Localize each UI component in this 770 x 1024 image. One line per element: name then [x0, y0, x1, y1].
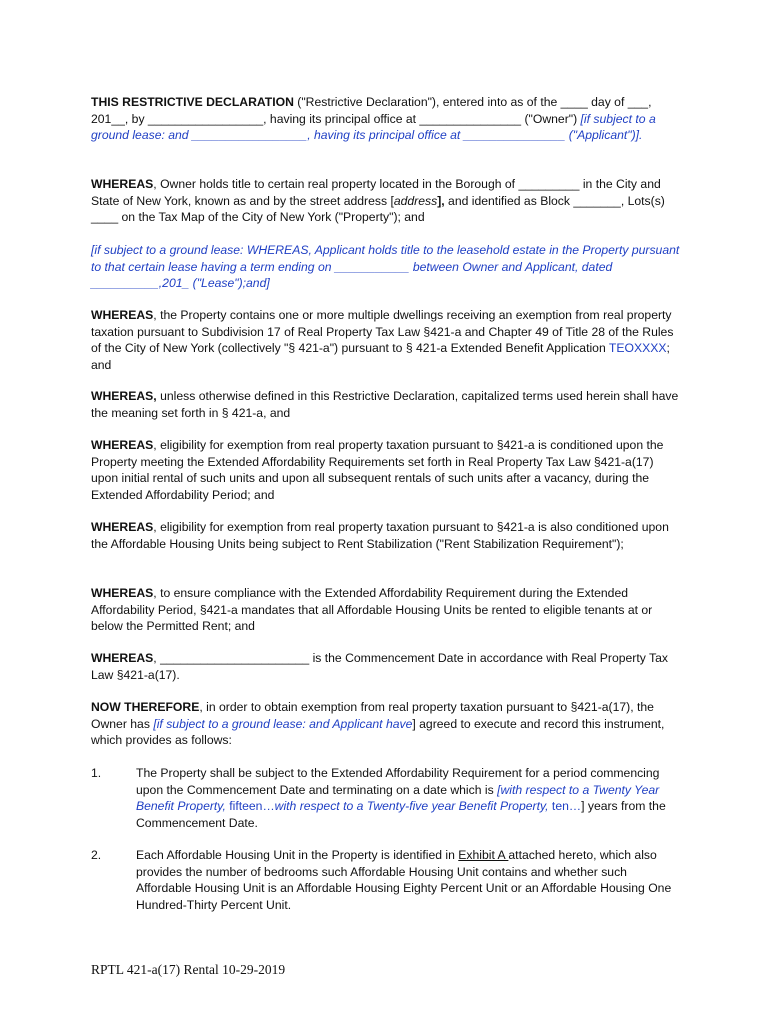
page-footer: RPTL 421-a(17) Rental 10-29-2019	[91, 962, 286, 977]
item-1-text: The Property shall be subject to the Extended Affordability Requirement for a period commencing upon the Commencement Date and terminating on a date which is [with respect to a Twenty Year Benefit Property, fifteen…with respect to a Twenty-five year Benefit Property, ten…] years from the Commencement Date.	[136, 766, 666, 830]
whereas-commencement-date: WHEREAS, ______________________ is the Commencement Date in accordance with Real Property Tax Law §421-a(17).	[91, 651, 668, 682]
item-1-number: 1.	[91, 766, 102, 780]
ground-lease-clause: [if subject to a ground lease: and _________________, having its principal office at _______________ ("Applicant")].	[91, 111, 656, 142]
whereas-eligibility: WHEREAS, eligibility for exemption from real property taxation pursuant to §421-a is conditioned upon the Property meeting the Extended Affordability Requirements set forth in Real Property Tax Law §421-a(17) upon initial rental of such units and upon all subsequent rentals of such units after a vacancy, during the Extended Affordability Period; and	[91, 438, 664, 502]
teo-number: TEOXXXX	[608, 341, 667, 355]
item-2-number: 2.	[91, 848, 102, 862]
whereas-compliance: WHEREAS, to ensure compliance with the Extended Affordability Requirement during the Extended Affordability Period, §421-a mandates that all Affordable Housing Units be rented to eligible tenants at or below the Permitted Rent; and	[91, 586, 653, 633]
exhibit-a-reference: Exhibit A	[458, 848, 509, 862]
now-therefore-paragraph: NOW THEREFORE, in order to obtain exemption from real property taxation pursuant to §421-a(17), the Owner has [if subject to a ground lease: and Applicant have] agreed to execute and record this instrument, which provides as follows:	[91, 700, 665, 747]
intro-paragraph: THIS RESTRICTIVE DECLARATION ("Restrictive Declaration"), entered into as of the ____ day of ___, 201__, by _________________, having its principal office at _______________ ("Owner") [if subject to a ground lease: and _________________, having its principal office at _______________ ("Applicant")].	[91, 95, 656, 142]
item-2-text: Each Affordable Housing Unit in the Property is identified in Exhibit A attached hereto, which also provides the number of bedrooms such Affordable Housing Unit contains and whether such Affordable Housing Unit is an Affordable Housing Eighty Percent Unit or an Affordable Housing One Hundred-Thirty Percent Unit.	[136, 848, 672, 912]
whereas-rent-stabilization: WHEREAS, eligibility for exemption from real property taxation pursuant to §421-a is also conditioned upon the Affordable Housing Units being subject to Rent Stabilization ("Rent Stabilization Requirement");	[91, 520, 669, 551]
whereas-owner-title: WHEREAS, Owner holds title to certain real property located in the Borough of _________ in the City and State of New York, known as and by the street address [address], and identified as Block _______, Lots(s) ____ on the Tax Map of the City of New York ("Property"); and	[91, 177, 665, 224]
declaration-title: THIS RESTRICTIVE DECLARATION	[91, 95, 294, 109]
whereas-definitions: WHEREAS, unless otherwise defined in this Restrictive Declaration, capitalized terms used herein shall have the meaning set forth in § 421-a, and	[91, 389, 679, 420]
whereas-applicant-leasehold: [if subject to a ground lease: WHEREAS, Applicant holds title to the leasehold estate in the Property pursuant to that certain lease having a term ending on ___________ between Owner and Applicant, dated __________,201_ ("Lease");and]	[91, 243, 680, 290]
whereas-exemption: WHEREAS, the Property contains one or more multiple dwellings receiving an exemption from real property taxation pursuant to Subdivision 17 of Real Property Tax Law §421-a and Chapter 49 of Title 28 of the Rules of the City of New York (collectively "§ 421-a") pursuant to § 421-a Extended Benefit Application TEOXXXX; and	[91, 308, 674, 372]
